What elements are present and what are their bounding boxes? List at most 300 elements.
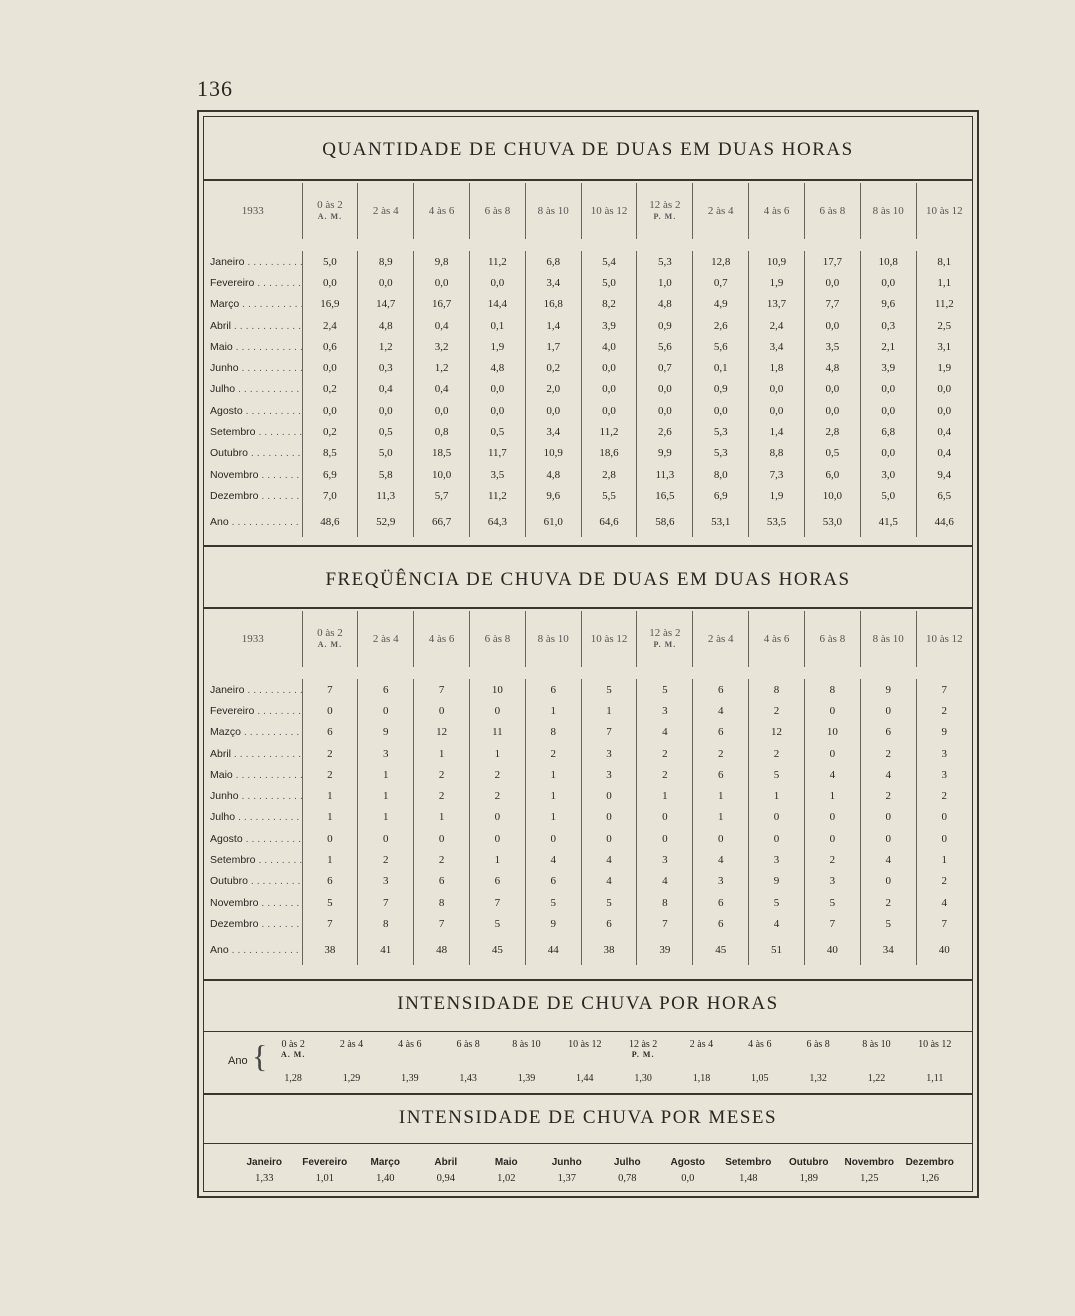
data-cell: 4 [941,896,948,909]
data-cell: 0,6 [302,336,358,357]
month-label: Outubro . . . [204,871,302,892]
data-cell: 10,9 [525,443,581,464]
intensity-hour-header-label: 6 às 8 [456,1039,480,1050]
data-cell: 8,2 [581,294,637,315]
data-cell: 10 [469,679,525,700]
data-cell: 0,0 [581,400,637,421]
month-name: Abril [434,1157,458,1168]
column-header [414,611,470,667]
data-cell: 0,5 [358,421,414,442]
month-name: Julho [613,1157,641,1168]
column-header [860,611,916,667]
data-cell: 2 [302,764,358,785]
intensity-hour-header [264,1039,322,1059]
data-cell: 2 [469,764,525,785]
data-cell: 1 [941,854,948,867]
data-cell: 4 [637,722,693,743]
data-cell: 1 [693,807,749,828]
data-cell: 0,0 [302,272,358,293]
year-header: 1933 [204,611,302,667]
data-cell: 0,0 [302,400,358,421]
month-intensity-value: 1,33 [255,1173,274,1184]
intensity-hour-header [672,1039,730,1059]
intensity-hour-header-label: 10 às 12 [918,1039,952,1050]
data-cell: 3,4 [525,421,581,442]
data-cell: 10,8 [860,251,916,272]
table-inner-border [203,116,973,1192]
data-cell: 1 [302,849,358,870]
data-cell: 0,7 [637,357,693,378]
total-cell: 64,6 [581,507,637,537]
month-label: Maio . . . [204,764,302,785]
data-cell: 1 [749,785,805,806]
month-name: Março [370,1157,400,1168]
data-cell: 4 [581,849,637,870]
data-cell: 0 [637,828,693,849]
column-header-label: 8 às 10 [537,632,569,645]
month-intensity-value: 1,37 [557,1173,576,1184]
data-cell: 5,3 [693,421,749,442]
intensity-hour-header-label: 4 às 6 [398,1039,422,1050]
data-cell: 14,7 [358,294,414,315]
table-row [204,892,972,913]
data-cell: 2 [525,743,581,764]
data-cell: 0,0 [693,400,749,421]
data-cell: 7,0 [302,485,358,506]
data-cell: 1,4 [749,421,805,442]
month-name: Junho [551,1157,582,1168]
data-cell: 0 [637,807,693,828]
column-header-sub: A. M. [317,212,343,221]
total-cell: 38 [302,935,358,965]
data-cell: 1 [637,785,693,806]
data-cell: 3,5 [804,336,860,357]
data-cell: 4 [581,871,637,892]
data-cell: 9,4 [937,468,952,481]
section-title-quantidade: QUANTIDADE DE CHUVA DE DUAS EM DUAS HORAS [322,139,854,160]
total-cell: 64,3 [469,507,525,537]
column-header [581,183,637,239]
intensity-hour-value: 1,11 [926,1073,944,1084]
data-cell: 2,6 [637,421,693,442]
data-cell: 18,6 [581,443,637,464]
total-cell: 41,5 [860,507,916,537]
month-label: Março . . . [204,294,302,315]
column-header-label: 2 às 4 [707,204,734,217]
column-header [749,183,805,239]
data-cell: 1 [358,764,414,785]
column-header [302,611,358,667]
data-cell: 2 [860,892,916,913]
data-cell: 6,9 [302,464,358,485]
total-cell: 45 [469,935,525,965]
data-cell: 7 [469,892,525,913]
data-cell: 0,1 [693,357,749,378]
divider [204,1143,972,1144]
data-cell: 0,0 [637,400,693,421]
data-cell: 3,9 [860,357,916,378]
column-header [469,611,525,667]
month-label: Abril . . . [204,315,302,336]
table-row [204,336,972,357]
data-cell: 3 [693,871,749,892]
data-cell: 2,1 [860,336,916,357]
data-cell: 0 [860,871,916,892]
table-row [204,828,972,849]
brace-glyph: { [252,1038,268,1074]
table-row [204,785,972,806]
column-header-label: 8 às 10 [537,204,569,217]
intensity-hour-header-label: 8 às 10 [512,1039,541,1050]
column-header-label: 12 às 2 [649,627,681,639]
table-row [204,722,972,743]
data-cell: 0,0 [804,400,860,421]
data-cell: 0,0 [804,315,860,336]
data-cell: 5 [581,892,637,913]
data-cell: 0 [469,807,525,828]
data-cell: 7 [637,913,693,934]
data-cell: 0,0 [860,400,916,421]
total-cell: 51 [749,935,805,965]
column-header-sub: P. M. [653,212,677,221]
table-row [204,743,972,764]
total-cell: 66,7 [414,507,470,537]
column-header-label: 4 às 6 [428,632,455,645]
data-cell: 2,4 [302,315,358,336]
intensity-hour-value: 1,44 [576,1073,594,1084]
data-cell: 1 [358,785,414,806]
data-cell: 4,8 [637,294,693,315]
month-values-row [234,1173,960,1184]
data-cell: 6 [525,679,581,700]
data-cell: 5 [469,913,525,934]
month-label: Junho . . . [204,785,302,806]
month-label: Dezembro . . . [204,913,302,934]
month-label: Novembro . . . [204,892,302,913]
data-cell: 16,5 [637,485,693,506]
total-cell: 48,6 [302,507,358,537]
intensity-hour-header-label: 10 às 12 [568,1039,602,1050]
table-row [204,485,972,506]
intensity-hour-header [847,1039,905,1059]
data-cell: 4 [693,700,749,721]
data-cell: 9 [749,871,805,892]
column-header [358,611,414,667]
intensity-hour-header-label: 2 às 4 [339,1039,364,1050]
data-cell: 0,3 [358,357,414,378]
data-cell: 6 [860,722,916,743]
data-cell: 2 [749,700,805,721]
column-header-sub: A. M. [317,640,343,649]
data-cell: 10,0 [804,485,860,506]
data-cell: 2 [941,875,948,888]
data-cell: 1,9 [469,336,525,357]
month-name: Fevereiro [302,1157,348,1168]
column-header-label: 10 às 12 [590,204,628,217]
data-cell: 7 [581,722,637,743]
data-cell: 5 [749,892,805,913]
column-header-label: 10 às 12 [925,204,963,217]
intensity-row-label: Ano [228,1055,248,1067]
data-cell: 7,7 [804,294,860,315]
data-cell: 6 [302,722,358,743]
data-cell: 4 [804,764,860,785]
data-cell: 3 [941,747,948,760]
data-cell: 7 [358,892,414,913]
intensity-hour-value: 1,30 [634,1073,652,1084]
data-cell: 12 [414,722,470,743]
total-row [204,935,972,965]
data-cell: 5,7 [414,485,470,506]
data-cell: 6 [581,913,637,934]
month-label: Janeiro . . . [204,679,302,700]
month-name: Dezembro [905,1157,954,1168]
total-cell: 52,9 [358,507,414,537]
intensity-hour-values [264,1073,964,1084]
total-label: Ano . . . [204,507,302,537]
table-row [204,679,972,700]
data-cell: 5,8 [358,464,414,485]
data-cell: 0,0 [525,400,581,421]
data-cell: 1 [414,743,470,764]
column-header-label: 0 às 2 [317,199,343,211]
data-cell: 3,1 [937,340,952,353]
data-cell: 0 [749,807,805,828]
intensity-hour-header [906,1039,964,1059]
column-header [525,611,581,667]
data-cell: 8 [804,679,860,700]
data-cell: 7 [941,917,948,930]
column-header [804,611,860,667]
data-cell: 0 [302,828,358,849]
data-cell: 2 [414,849,470,870]
data-cell: 8 [358,913,414,934]
data-cell: 16,9 [302,294,358,315]
data-cell: 3,9 [581,315,637,336]
data-cell: 10,9 [749,251,805,272]
data-cell: 0 [860,700,916,721]
data-cell: 4 [525,849,581,870]
data-cell: 0,0 [860,379,916,400]
data-cell: 0 [804,743,860,764]
column-header [804,183,860,239]
month-name: Janeiro [246,1157,283,1168]
year-header: 1933 [204,183,302,239]
data-cell: 11,3 [637,464,693,485]
data-cell: 5,4 [581,251,637,272]
table-row [204,379,972,400]
data-cell: 0,0 [581,379,637,400]
data-cell: 2 [414,785,470,806]
month-intensity-value: 1,01 [315,1173,334,1184]
data-cell: 6,8 [525,251,581,272]
month-intensity-value: 1,25 [860,1173,879,1184]
total-cell: 53,0 [804,507,860,537]
month-label: Abril . . . [204,743,302,764]
data-cell: 16,7 [414,294,470,315]
table-frame [197,110,979,1198]
month-label: Agosto . . . [204,400,302,421]
data-cell: 2,4 [749,315,805,336]
month-label: Fevereiro . . . [204,272,302,293]
data-cell: 0,4 [937,447,952,460]
data-cell: 12 [749,722,805,743]
data-cell: 3 [941,768,948,781]
data-cell: 1 [469,743,525,764]
column-header-sub: P. M. [653,640,677,649]
column-header-label: 0 às 2 [317,627,343,639]
data-cell: 8 [525,722,581,743]
data-cell: 0,0 [414,400,470,421]
month-label: Setembro . . . [204,849,302,870]
column-header-label: 8 às 10 [872,632,904,645]
column-header [525,183,581,239]
data-cell: 0 [804,807,860,828]
frequencia-table [204,611,972,965]
column-header-label: 6 às 8 [819,204,846,217]
data-cell: 3,2 [414,336,470,357]
data-cell: 1 [358,807,414,828]
divider [204,1031,972,1032]
data-cell: 9 [941,726,948,739]
data-cell: 3 [358,743,414,764]
column-header-label: 2 às 4 [372,632,399,645]
intensity-hour-header [322,1039,380,1059]
data-cell: 9 [860,679,916,700]
data-cell: 0,0 [937,383,952,396]
data-cell: 6 [525,871,581,892]
data-cell: 6,0 [804,464,860,485]
table-row [204,357,972,378]
data-cell: 3,0 [860,464,916,485]
data-cell: 5,0 [302,251,358,272]
data-cell: 1 [302,785,358,806]
data-cell: 2,0 [525,379,581,400]
month-intensity-value: 0,0 [681,1173,695,1184]
data-cell: 8 [749,679,805,700]
data-cell: 1 [414,807,470,828]
data-cell: 2,5 [937,319,952,332]
intensity-sub-am: A. M. [281,1050,306,1059]
data-cell: 6 [414,871,470,892]
data-cell: 5,3 [637,251,693,272]
month-label: Fevereiro . . . [204,700,302,721]
total-cell: 41 [358,935,414,965]
data-cell: 16,8 [525,294,581,315]
column-header-label: 4 às 6 [763,632,790,645]
data-cell: 2 [637,743,693,764]
data-cell: 2 [804,849,860,870]
data-cell: 1,9 [749,272,805,293]
data-cell: 7 [414,913,470,934]
data-cell: 3,5 [469,464,525,485]
intensity-hour-header-label: 2 às 4 [689,1039,714,1050]
intensity-hour-value: 1,32 [809,1073,827,1084]
month-label: Setembro . . . [204,421,302,442]
month-label: Janeiro . . . [204,251,302,272]
data-cell: 0 [941,811,948,824]
column-header [749,611,805,667]
data-cell: 0 [469,828,525,849]
column-header [581,611,637,667]
column-header-label: 4 às 6 [763,204,790,217]
column-header [916,611,972,667]
intensity-hour-header [381,1039,439,1059]
table-row [204,764,972,785]
total-cell: 58,6 [637,507,693,537]
data-cell: 0,4 [937,426,952,439]
month-name: Setembro [725,1157,772,1168]
data-cell: 7,3 [749,464,805,485]
intensity-hour-value: 1,39 [517,1073,536,1084]
intensity-hour-header-label: 4 às 6 [748,1039,772,1050]
total-cell: 38 [581,935,637,965]
data-cell: 4 [749,913,805,934]
intensity-hour-header [439,1039,497,1059]
page-number: 136 [197,76,233,101]
data-cell: 1,2 [414,357,470,378]
month-name: Maio [494,1157,518,1168]
section-title-frequencia: FREQÜÊNCIA DE CHUVA DE DUAS EM DUAS HORAS [325,569,851,590]
data-cell: 0 [693,828,749,849]
month-label: Maio . . . [204,336,302,357]
data-cell: 6 [693,892,749,913]
intensity-hour-value: 1,05 [751,1073,769,1084]
data-cell: 0,0 [302,357,358,378]
month-label: Dezembro . . . [204,485,302,506]
data-cell: 1 [525,807,581,828]
data-cell: 12,8 [693,251,749,272]
intensity-sub-pm: P. M. [631,1050,655,1059]
data-cell: 5,0 [581,272,637,293]
data-cell: 0,4 [414,379,470,400]
intensity-hour-header-label: 6 às 8 [806,1039,830,1050]
data-cell: 11,7 [469,443,525,464]
data-cell: 0,2 [302,421,358,442]
intensity-hour-value: 1,43 [459,1073,477,1084]
data-cell: 8,0 [693,464,749,485]
data-cell: 6 [302,871,358,892]
data-cell: 1,0 [637,272,693,293]
table-row [204,700,972,721]
column-header-label: 10 às 12 [590,632,628,645]
column-header-label: 8 às 10 [872,204,904,217]
data-cell: 1 [525,785,581,806]
data-cell: 3 [637,700,693,721]
data-cell: 9,6 [525,485,581,506]
data-cell: 9,9 [637,443,693,464]
month-names-row [234,1157,960,1168]
data-cell: 7 [302,913,358,934]
data-cell: 1,7 [525,336,581,357]
data-cell: 18,5 [414,443,470,464]
data-cell: 0 [525,828,581,849]
data-cell: 5,3 [693,443,749,464]
intensity-hour-value: 1,22 [867,1073,886,1084]
divider [204,979,972,981]
column-header [414,183,470,239]
column-header [916,183,972,239]
data-cell: 4,8 [804,357,860,378]
data-cell: 3 [581,764,637,785]
data-cell: 6 [358,679,414,700]
data-cell: 2 [749,743,805,764]
data-cell: 2 [469,785,525,806]
data-cell: 0,2 [302,379,358,400]
data-cell: 0,3 [860,315,916,336]
data-cell: 0,0 [937,404,952,417]
intensity-hour-value: 1,29 [342,1073,361,1084]
